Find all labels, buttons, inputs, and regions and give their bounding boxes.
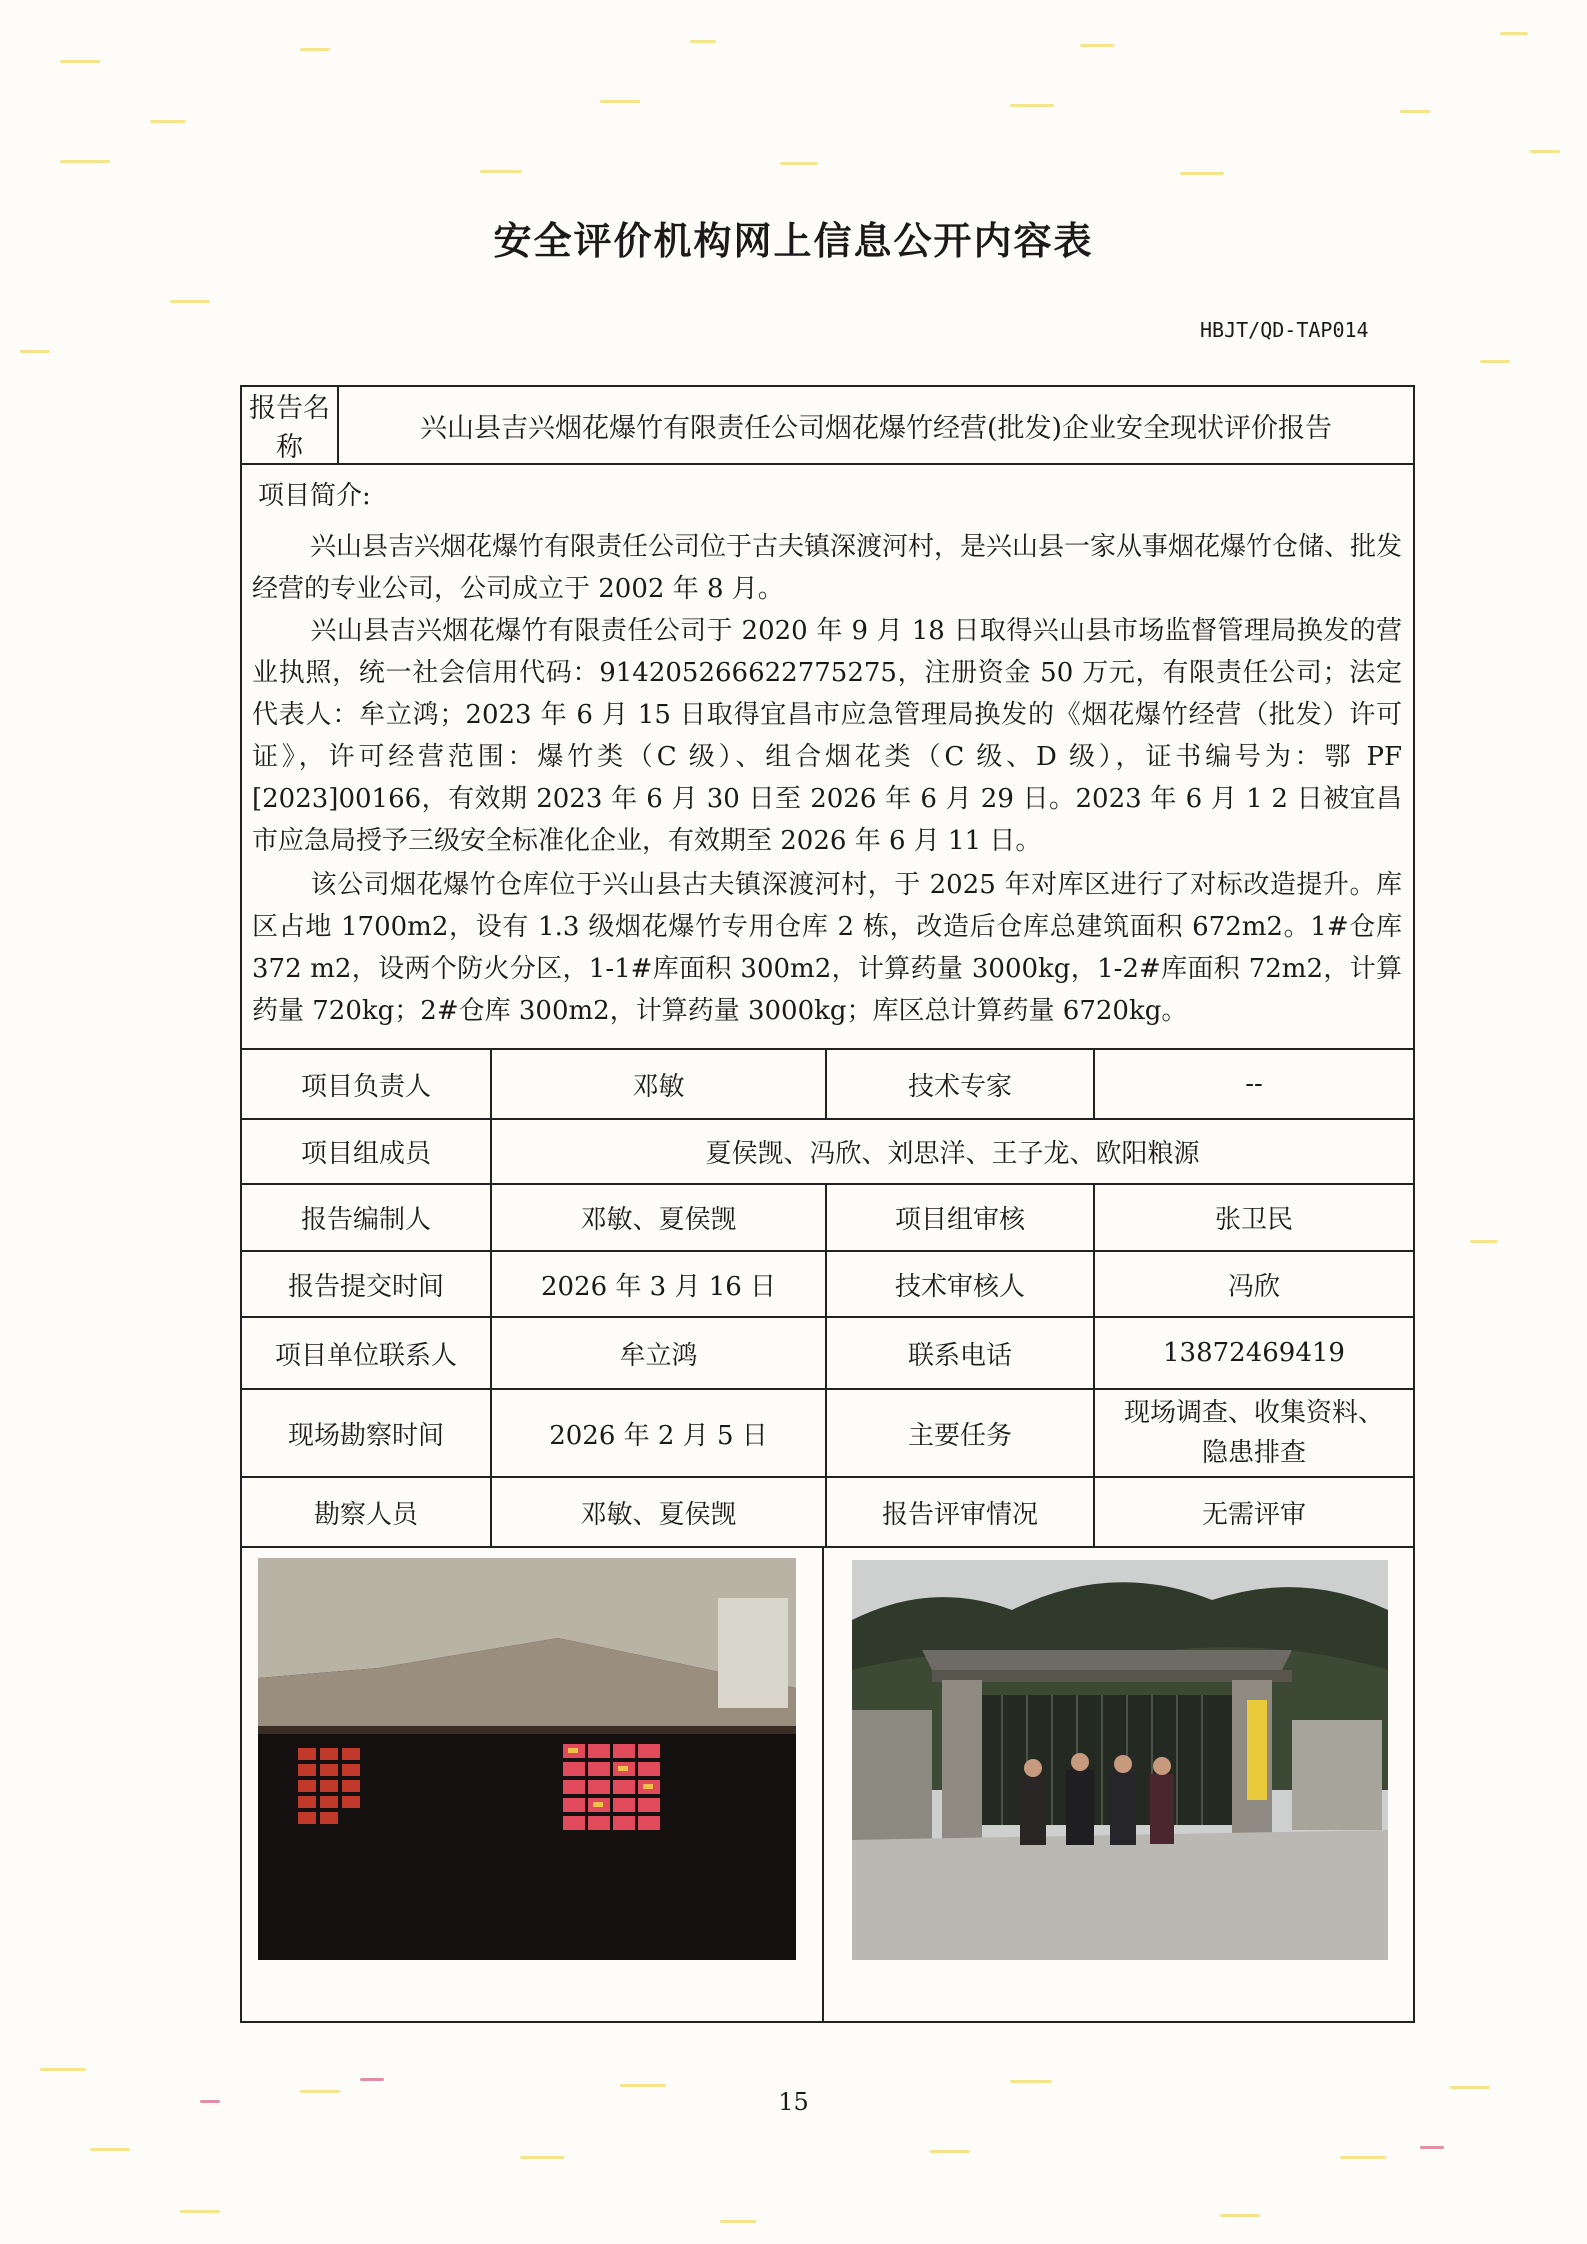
tech-expert-label: 技术专家: [907, 1071, 1012, 1102]
surveyors-value: 邓敏、夏侯觊: [580, 1499, 737, 1530]
tech-expert-value: --: [1245, 1069, 1263, 1099]
main-task-line: 隐患排查: [1201, 1438, 1306, 1468]
watermark-speck: [600, 100, 640, 103]
members-value: 夏侯觊、冯欣、刘思洋、王子龙、欧阳粮源: [705, 1139, 1200, 1169]
watermark-speck: [1500, 32, 1528, 35]
watermark-speck: [1470, 1240, 1498, 1243]
watermark-speck: [1010, 104, 1054, 107]
intro-heading: 项目简介:: [258, 481, 371, 511]
divider: [240, 463, 1415, 465]
warehouse-gate-photo: [852, 1560, 1388, 1960]
page-number: 15: [778, 2088, 809, 2116]
surveyors-label: 勘察人员: [313, 1499, 418, 1530]
tech-review-value: 冯欣: [1227, 1271, 1280, 1302]
watermark-speck: [60, 160, 110, 163]
watermark-speck: [90, 2148, 130, 2151]
watermark-speck: [40, 2068, 86, 2071]
watermark-speck: [1340, 2156, 1386, 2159]
watermark-speck: [1080, 44, 1114, 47]
divider: [240, 1546, 1415, 1548]
page-title: 安全评价机构网上信息公开内容表: [493, 218, 1094, 263]
document-code: HBJT/QD-TAP014: [1200, 318, 1369, 342]
watermark-speck: [480, 170, 522, 173]
watermark-speck: [930, 2150, 970, 2153]
report-name-label: 报告名称: [249, 393, 330, 463]
intro-paragraph-1: 兴山县吉兴烟花爆竹有限责任公司位于古夫镇深渡河村，是兴山县一家从事烟花爆竹仓储、批发经营的专业公司，公司成立于 2002 年 8 月。: [252, 532, 1403, 604]
watermark-speck: [1010, 2080, 1052, 2083]
watermark-speck: [150, 120, 186, 123]
divider: [822, 1546, 824, 2023]
watermark-speck: [1220, 2214, 1260, 2217]
report-name-value: 兴山县吉兴烟花爆竹有限责任公司烟花爆竹经营(批发)企业安全现状评价报告: [419, 412, 1333, 444]
survey-time-label: 现场勘察时间: [287, 1420, 444, 1451]
intro-paragraph-2: 兴山县吉兴烟花爆竹有限责任公司于 2020 年 9 月 18 日取得兴山县市场监督管理局换发的营业执照，统一社会信用代码：914205266622775275，注册资金 50 万元，有限责任公司；法定代表人：牟立鸿；2023 年 6 月 15 日取得宜昌市应急管理局换发的《烟花爆竹经营（批发）许可证》，许可经营范围：爆竹类（C 级）、组合烟花类（C 级、D 级），证书编号为：鄂 PF [2023]00166，有效期 2023 年 6 月 30 日至 2026 年 6 月 29 日。2023 年 6 月 1 2 日被宜昌市应急局授予三级安全标准化企业，有效期至 2026 年 6 月 11 日。: [252, 616, 1402, 856]
author-value: 邓敏、夏侯觊: [580, 1205, 737, 1235]
main-task-value: [1095, 1390, 1413, 1476]
watermark-speck: [1180, 172, 1224, 175]
tech-review-label: 技术审核人: [894, 1271, 1025, 1302]
watermark-speck: [170, 300, 210, 303]
watermark-speck: [780, 162, 818, 165]
watermark-speck: [360, 2078, 384, 2081]
warehouse-interior-photo: [258, 1558, 796, 1960]
watermark-speck: [1420, 2146, 1444, 2149]
main-task-line: 现场调查、收集资料、: [1123, 1398, 1384, 1428]
submit-time-value: 2026 年 3 月 16 日: [540, 1271, 777, 1302]
watermark-speck: [1480, 360, 1510, 363]
members-label: 项目组成员: [300, 1139, 431, 1169]
contact-value: 牟立鸿: [619, 1340, 698, 1371]
watermark-speck: [720, 2220, 756, 2223]
group-review-label: 项目组审核: [894, 1205, 1025, 1235]
contact-label: 项目单位联系人: [274, 1340, 457, 1371]
group-review-value: 张卫民: [1214, 1205, 1293, 1235]
watermark-speck: [690, 40, 716, 43]
project-leader-value: 邓敏: [632, 1071, 685, 1102]
watermark-speck: [1400, 110, 1430, 113]
watermark-speck: [60, 60, 100, 63]
phone-value: 13872469419: [1163, 1338, 1345, 1368]
main-task-label: 主要任务: [907, 1420, 1012, 1451]
review-status-label: 报告评审情况: [881, 1499, 1038, 1530]
survey-time-value: 2026 年 2 月 5 日: [549, 1420, 768, 1451]
watermark-speck: [180, 2210, 220, 2213]
project-leader-label: 项目负责人: [300, 1071, 431, 1102]
intro-paragraph-3: 该公司烟花爆竹仓库位于兴山县古夫镇深渡河村，于 2025 年对库区进行了对标改造提升。库区占地 1700m2，设有 1.3 级烟花爆竹专用仓库 2 栋，改造后仓库总建筑面积 672m2。1#仓库 372 m2，设两个防火分区，1-1#库面积 300m2，计算药量 3000kg，1-2#库面积 72m2，计算药量 720kg；2#仓库 300m2，计算药量 3000kg；库区总计算药量 6720kg。: [252, 870, 1402, 1026]
watermark-speck: [20, 350, 50, 353]
watermark-speck: [520, 2156, 564, 2159]
review-status-value: 无需评审: [1201, 1499, 1306, 1530]
author-label: 报告编制人: [300, 1205, 431, 1235]
watermark-speck: [300, 48, 330, 51]
phone-label: 联系电话: [907, 1340, 1012, 1371]
submit-time-label: 报告提交时间: [287, 1271, 444, 1302]
watermark-speck: [620, 2084, 666, 2087]
watermark-speck: [1530, 150, 1560, 153]
